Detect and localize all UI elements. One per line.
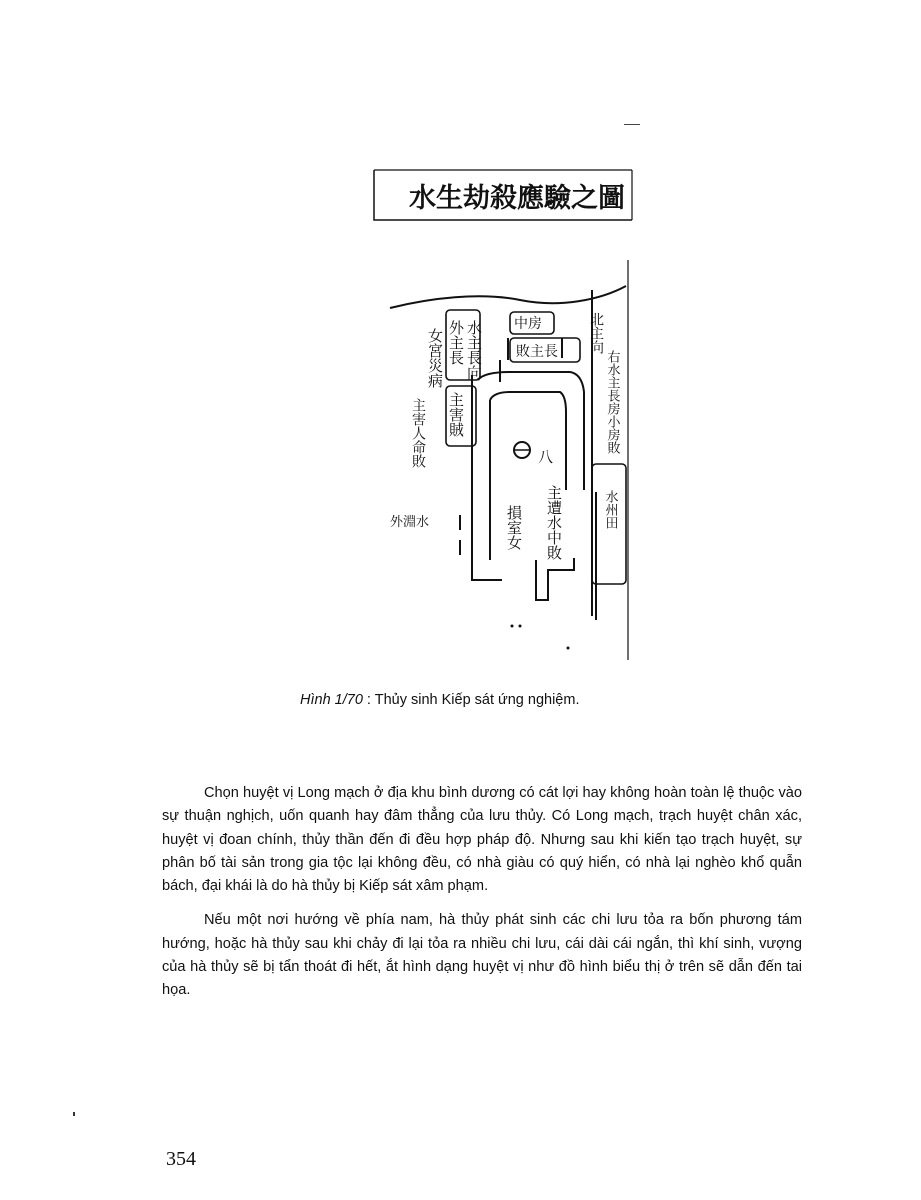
dot-mark: [567, 647, 570, 650]
margin-speck: [73, 1112, 75, 1116]
caption-prefix: Hình 1/70: [300, 692, 363, 708]
dot-mark: [519, 625, 522, 628]
label-left-bottom: 外淵水: [390, 515, 430, 530]
top-margin-mark: [624, 124, 640, 125]
label-right-column: 右水主長房小房敗: [604, 350, 620, 454]
label-top-mid: 中房: [514, 316, 542, 332]
label-left-low: 主害人命敗: [410, 398, 426, 468]
center-symbol: 八: [538, 448, 554, 466]
label-top-left-a: 女宮災病: [426, 328, 444, 388]
body-text: [162, 782, 802, 1014]
caption-text: : Thủy sinh Kiếp sát ứng nghiệm.: [362, 692, 580, 708]
lower-branch: [536, 558, 574, 600]
label-top-left-c: 水主長向: [465, 320, 483, 380]
page-number: 354: [166, 1148, 196, 1170]
paragraph-1: Chọn huyệt vị Long mạch ở địa khu bình dương có cát lợi hay không hoàn toàn lệ thuộc vào sự thuận nghịch, uốn quanh hay đâm thẳng của lưu thủy. Có Long mạch, trạch huyệt chân xác, huyệt vị đoan chính, thủy thần đến đi đều hợp pháp độ. Nhưng sau khi kiến tạo trạch huyệt, sự phân bố tài sản trong gia tộc lại không đều, có nhà giàu có quý hiển, có nhà lại nghèo khổ quẫn bách, đại khái là do hà thủy bị Kiếp sát xâm phạm.: [162, 785, 802, 895]
water-diagram-figure: [360, 160, 640, 660]
label-right-lower: 水州田: [602, 490, 618, 529]
mid-channel-inner: [490, 392, 566, 490]
dot-mark: [511, 625, 514, 628]
label-center-mid: 主遭水中敗: [545, 485, 563, 560]
label-left-mid: 主害賊: [447, 392, 465, 437]
label-top-right-edge: 北主向: [588, 312, 604, 354]
top-water-curve: [390, 286, 626, 308]
label-top-right-box: 敗主長: [516, 344, 558, 360]
label-center-low: 損室女: [505, 505, 523, 550]
figure-title: 水生劫殺應驗之圖: [409, 183, 625, 214]
mid-channel-top: [478, 372, 584, 490]
label-top-left-b: 外主長: [447, 320, 465, 365]
figure-caption: [300, 692, 700, 708]
water-diagram-svg: [360, 160, 640, 660]
paragraph-2: Nếu một nơi hướng về phía nam, hà thủy phát sinh các chi lưu tỏa ra bốn phương tám hướng, hoặc hà thủy sau khi chảy đi lại tỏa ra nhiều chi lưu, cái dài cái ngắn, thì khí sinh, vượng của hà thủy sẽ bị tẩn thoát đi hết, ắt hình dạng huyệt vị như đồ hình biểu thị ở trên sẽ dẫn đến tai họa.: [162, 912, 802, 999]
